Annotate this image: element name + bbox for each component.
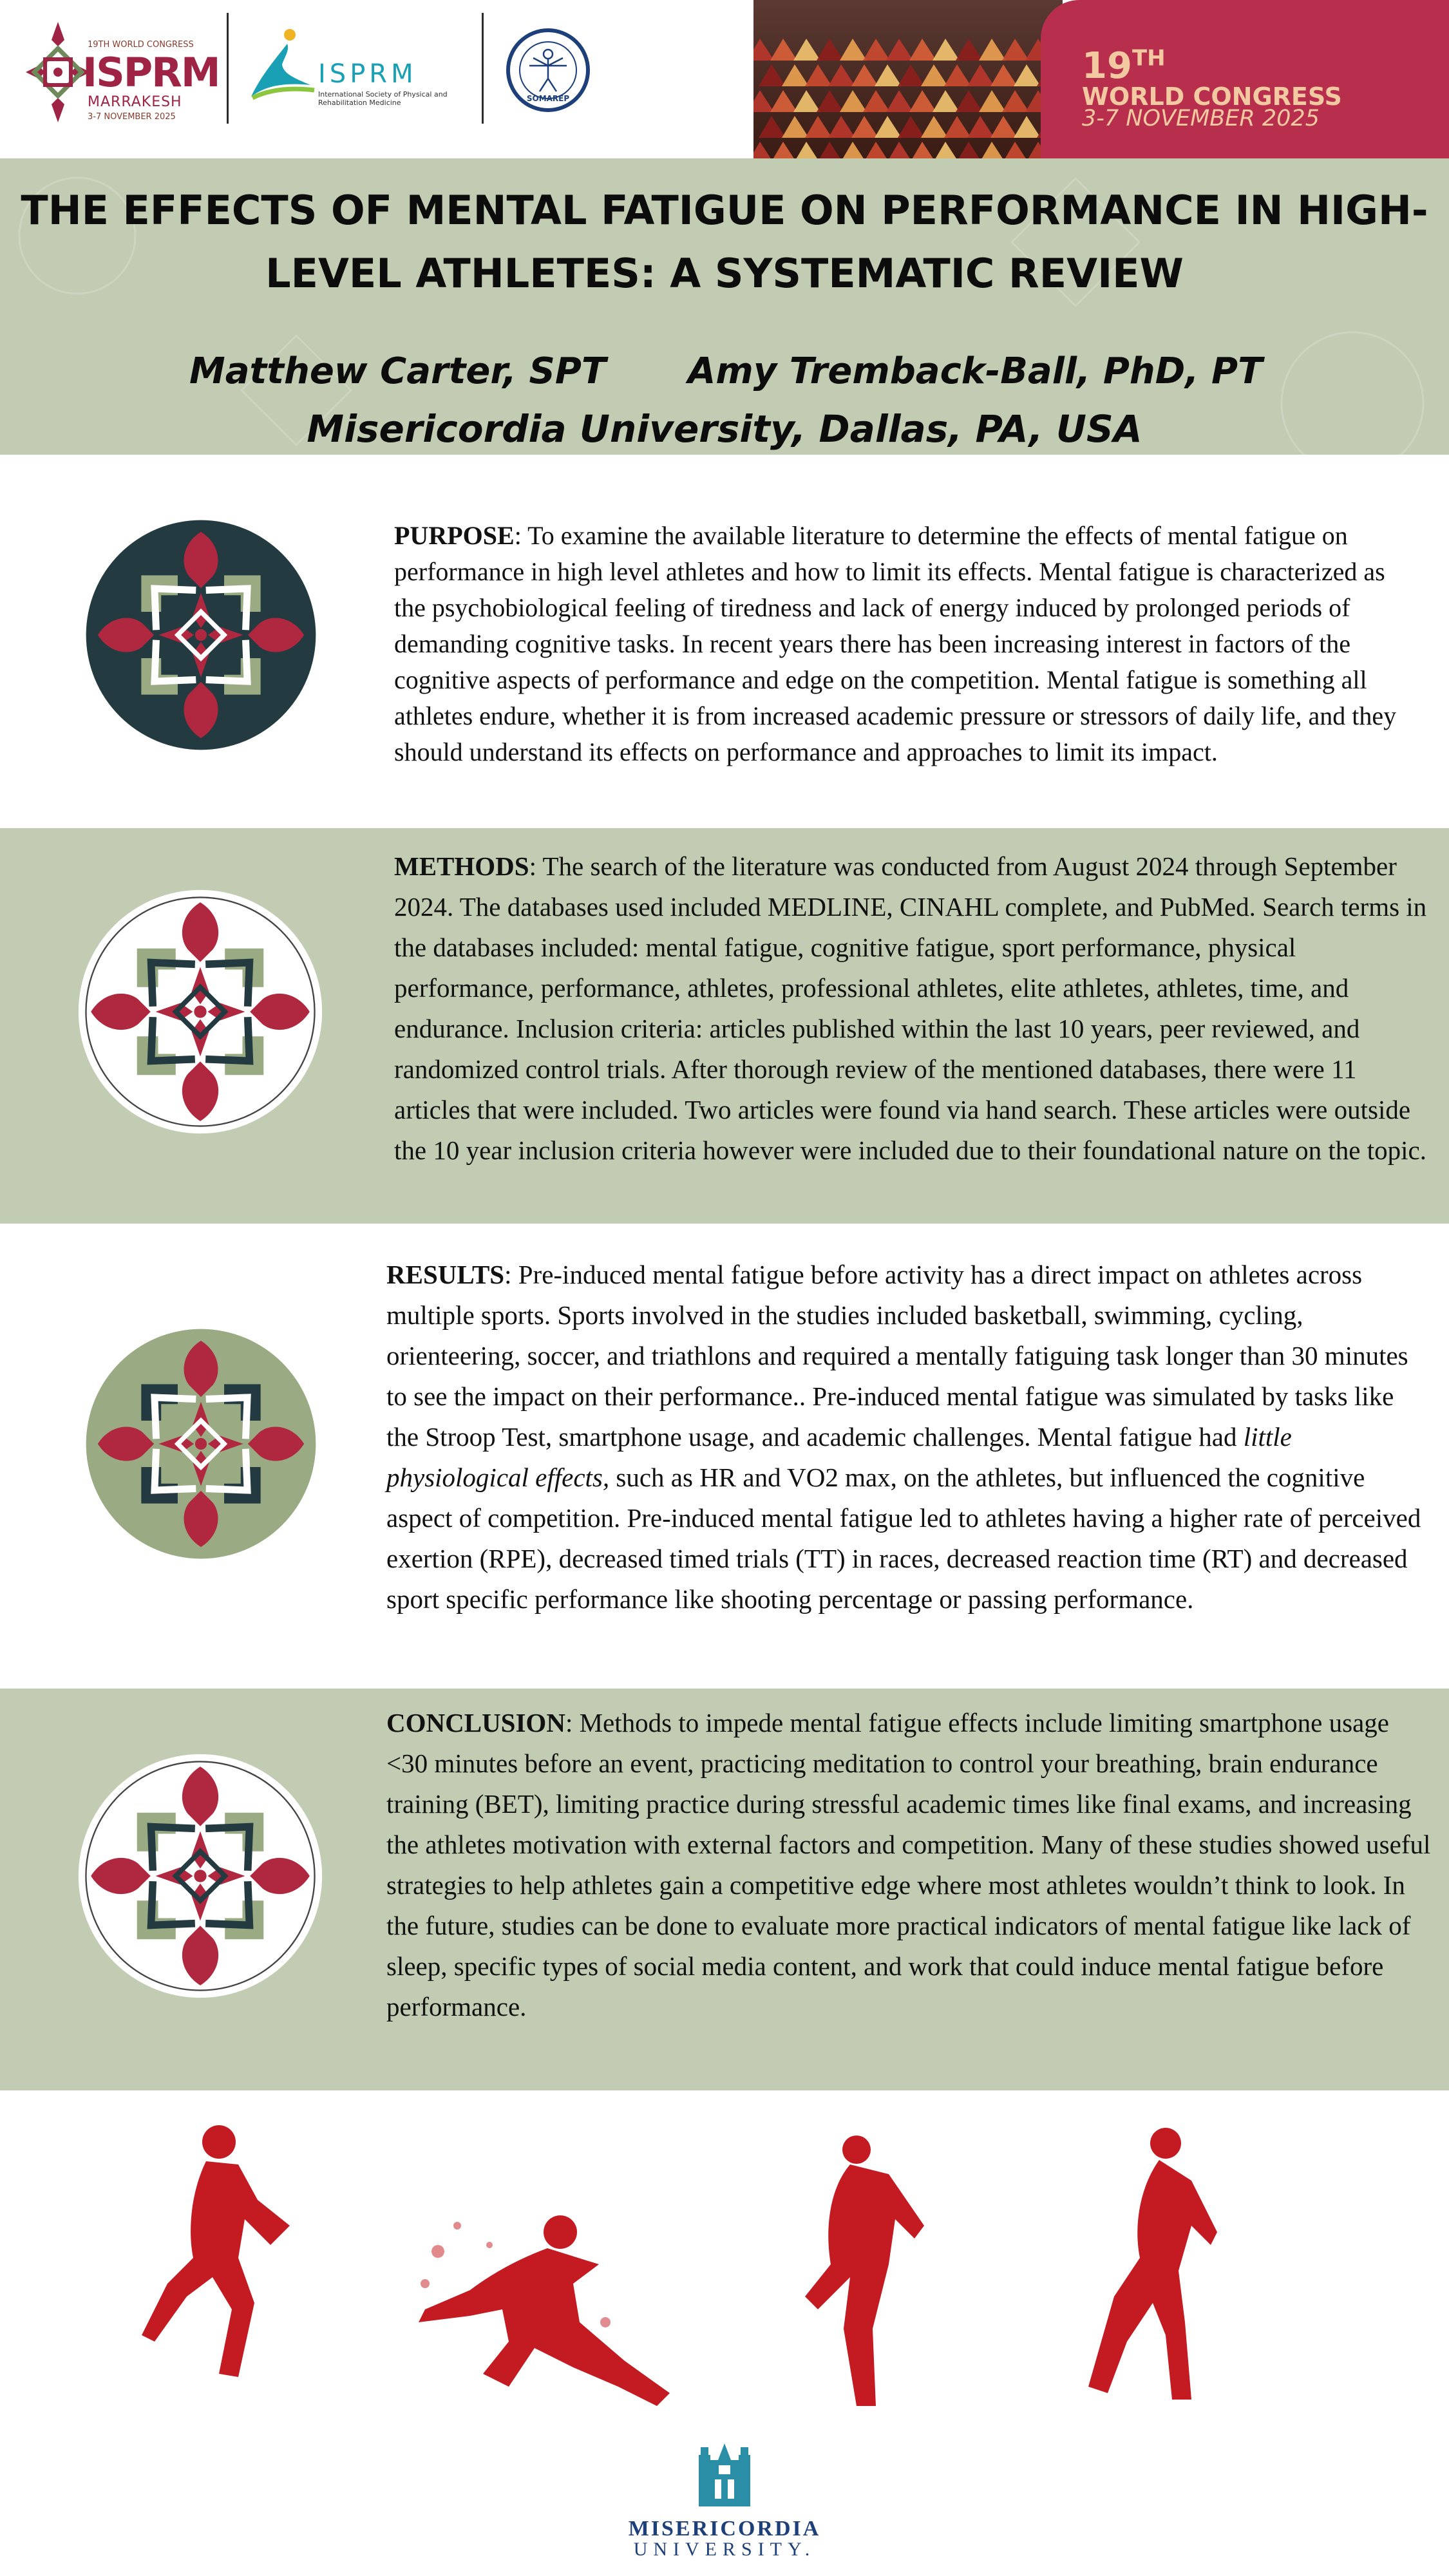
results-body-a: : Pre-induced mental fatigue before activity has a direct impact on athletes across multiple sports. Sports involved in the studies included basketball, swimming, cycling, orienteering, soccer, and triathlons and required a mentally fatiguing task longer than 30 minutes to see the impact on their performance.. Pre-induced mental fatigue was simulated by tasks like the Stroop Test, smartphone usage, and academic challenges. Mental fatigue had [386, 1260, 1408, 1452]
author-2: Amy Tremback-Ball, PhD, PT [688, 350, 1263, 392]
society-name: ISPRM [318, 59, 417, 89]
purpose-body: : To examine the available literature to determine the effects of mental fatigue on performance in high level athletes and how to limit its effects. Mental fatigue is characterized as the psychobiological feeling of tiredness and lack of energy induced by prolonged periods of demanding cognitive tasks. In recent years there has been increasing interest in factors of the cognitive aspects of performance and edge on the competition. Mental fatigue is something all athletes endure, whether it is from increased academic pressure or stressors of daily life, and they should understand its effects on performance and approaches to limit its impact. [394, 521, 1397, 766]
purpose-section [0, 455, 1449, 828]
sprinter-icon [419, 2215, 670, 2406]
results-heading: RESULTS [386, 1260, 505, 1289]
market-tents-illustration [753, 0, 1063, 158]
results-emphasis: little physiological effects, [386, 1422, 1292, 1492]
runner-icon [142, 2125, 290, 2377]
title-line-1: THE EFFECTS OF MENTAL FATIGUE ON PERFORMANCE IN HIGH- [21, 187, 1428, 234]
somarep-logo [506, 28, 590, 112]
banner-dates: 3-7 NOVEMBER 2025 [1082, 106, 1320, 131]
header-divider [482, 13, 484, 124]
congress-star-icon [26, 15, 90, 131]
runner-icon [805, 2136, 924, 2406]
methods-heading: METHODS [394, 851, 529, 881]
congress-banner [1041, 0, 1449, 158]
header-divider [227, 13, 229, 124]
somarep-name: SOMAREP [526, 94, 570, 103]
methods-text [394, 846, 1437, 1171]
medallion-icon [84, 518, 318, 752]
methods-section [0, 828, 1449, 1224]
runner-icon [1088, 2128, 1217, 2400]
isprm-congress-logo [26, 9, 220, 138]
isprm-society-logo [247, 26, 466, 116]
banner-edition: 19TH [1082, 45, 1166, 87]
university-label: UNIVERSITY. [633, 2539, 816, 2560]
author-1: Matthew Carter, SPT [189, 350, 607, 392]
conclusion-section [0, 1689, 1449, 2090]
medallion-icon [84, 1327, 318, 1561]
university-tower-icon [605, 2441, 844, 2512]
conclusion-body: : Methods to impede mental fatigue effects include limiting smartphone usage <30 minutes before an event, practicing meditation to control your breathing, brain endurance training (BET), limiting practice during stressful academic times like final exams, and increasing the athletes motivation with external factors and competition. Many of these studies showed useful strategies to help athletes gain a competitive edge where most athletes wouldn’t think to look. In the future, studies can be done to evaluate more practical indicators of mental fatigue like lack of sleep, specific types of social media content, and work that could induce mental fatigue before performance. [386, 1708, 1431, 2022]
athletes-illustration-strip [0, 2090, 1449, 2425]
purpose-heading: PURPOSE [394, 521, 515, 550]
marrakesh-market-photo [753, 0, 1063, 158]
conclusion-text [386, 1703, 1436, 2027]
congress-dates: 3-7 NOVEMBER 2025 [88, 112, 176, 122]
athletes-illustrations [0, 2090, 1449, 2425]
congress-city: MARRAKESH [88, 94, 182, 110]
affiliation: Misericordia University, Dallas, PA, USA [307, 407, 1142, 451]
title-band [0, 158, 1449, 455]
misericordia-logo [605, 2441, 844, 2563]
poster-title [0, 179, 1449, 305]
results-text [386, 1255, 1423, 1620]
conclusion-heading: CONCLUSION [386, 1708, 565, 1738]
poster-header [0, 0, 1449, 158]
results-body-b: such as HR and VO2 max, on the athletes, but influenced the cognitive aspect of competition. Pre-induced mental fatigue led to athletes having a higher rate of perceived exertion (RPE), decreased timed trials (TT) in races, decreased reaction time (RT) and decreased sport specific performance like shooting percentage or passing performance. [386, 1463, 1421, 1614]
university-name: MISERICORDIA [628, 2517, 821, 2541]
medallion-icon [76, 887, 325, 1136]
figure-swirl-icon [247, 26, 318, 109]
title-line-2: LEVEL ATHLETES: A SYSTEMATIC REVIEW [265, 250, 1184, 297]
purpose-text [394, 518, 1412, 770]
medallion-icon [76, 1752, 325, 2000]
congress-tagline: 19TH WORLD CONGRESS [88, 40, 194, 50]
congress-name: ISPRM [82, 49, 220, 96]
banner-event: WORLD CONGRESS [1082, 82, 1342, 111]
results-section [0, 1224, 1449, 1689]
methods-body: : The search of the literature was conducted from August 2024 through September 2024. The databases used included MEDLINE, CINAHL complete, and PubMed. Search terms in the databases included: mental fatigue, cognitive fatigue, sport performance, physical performance, performance, athletes, professional athletes, elite athletes, athletes, time, and endurance. Inclusion criteria: articles published within the last 10 years, peer reviewed, and randomized control trials. After thorough review of the mentioned databases, there were 11 articles that were included. Two articles were found via hand search. These articles were outside the 10 year inclusion criteria however were included due to their foundational nature on the topic. [394, 851, 1427, 1165]
society-subtitle: International Society of Physical and Rehabilitation Medicine [318, 90, 448, 107]
